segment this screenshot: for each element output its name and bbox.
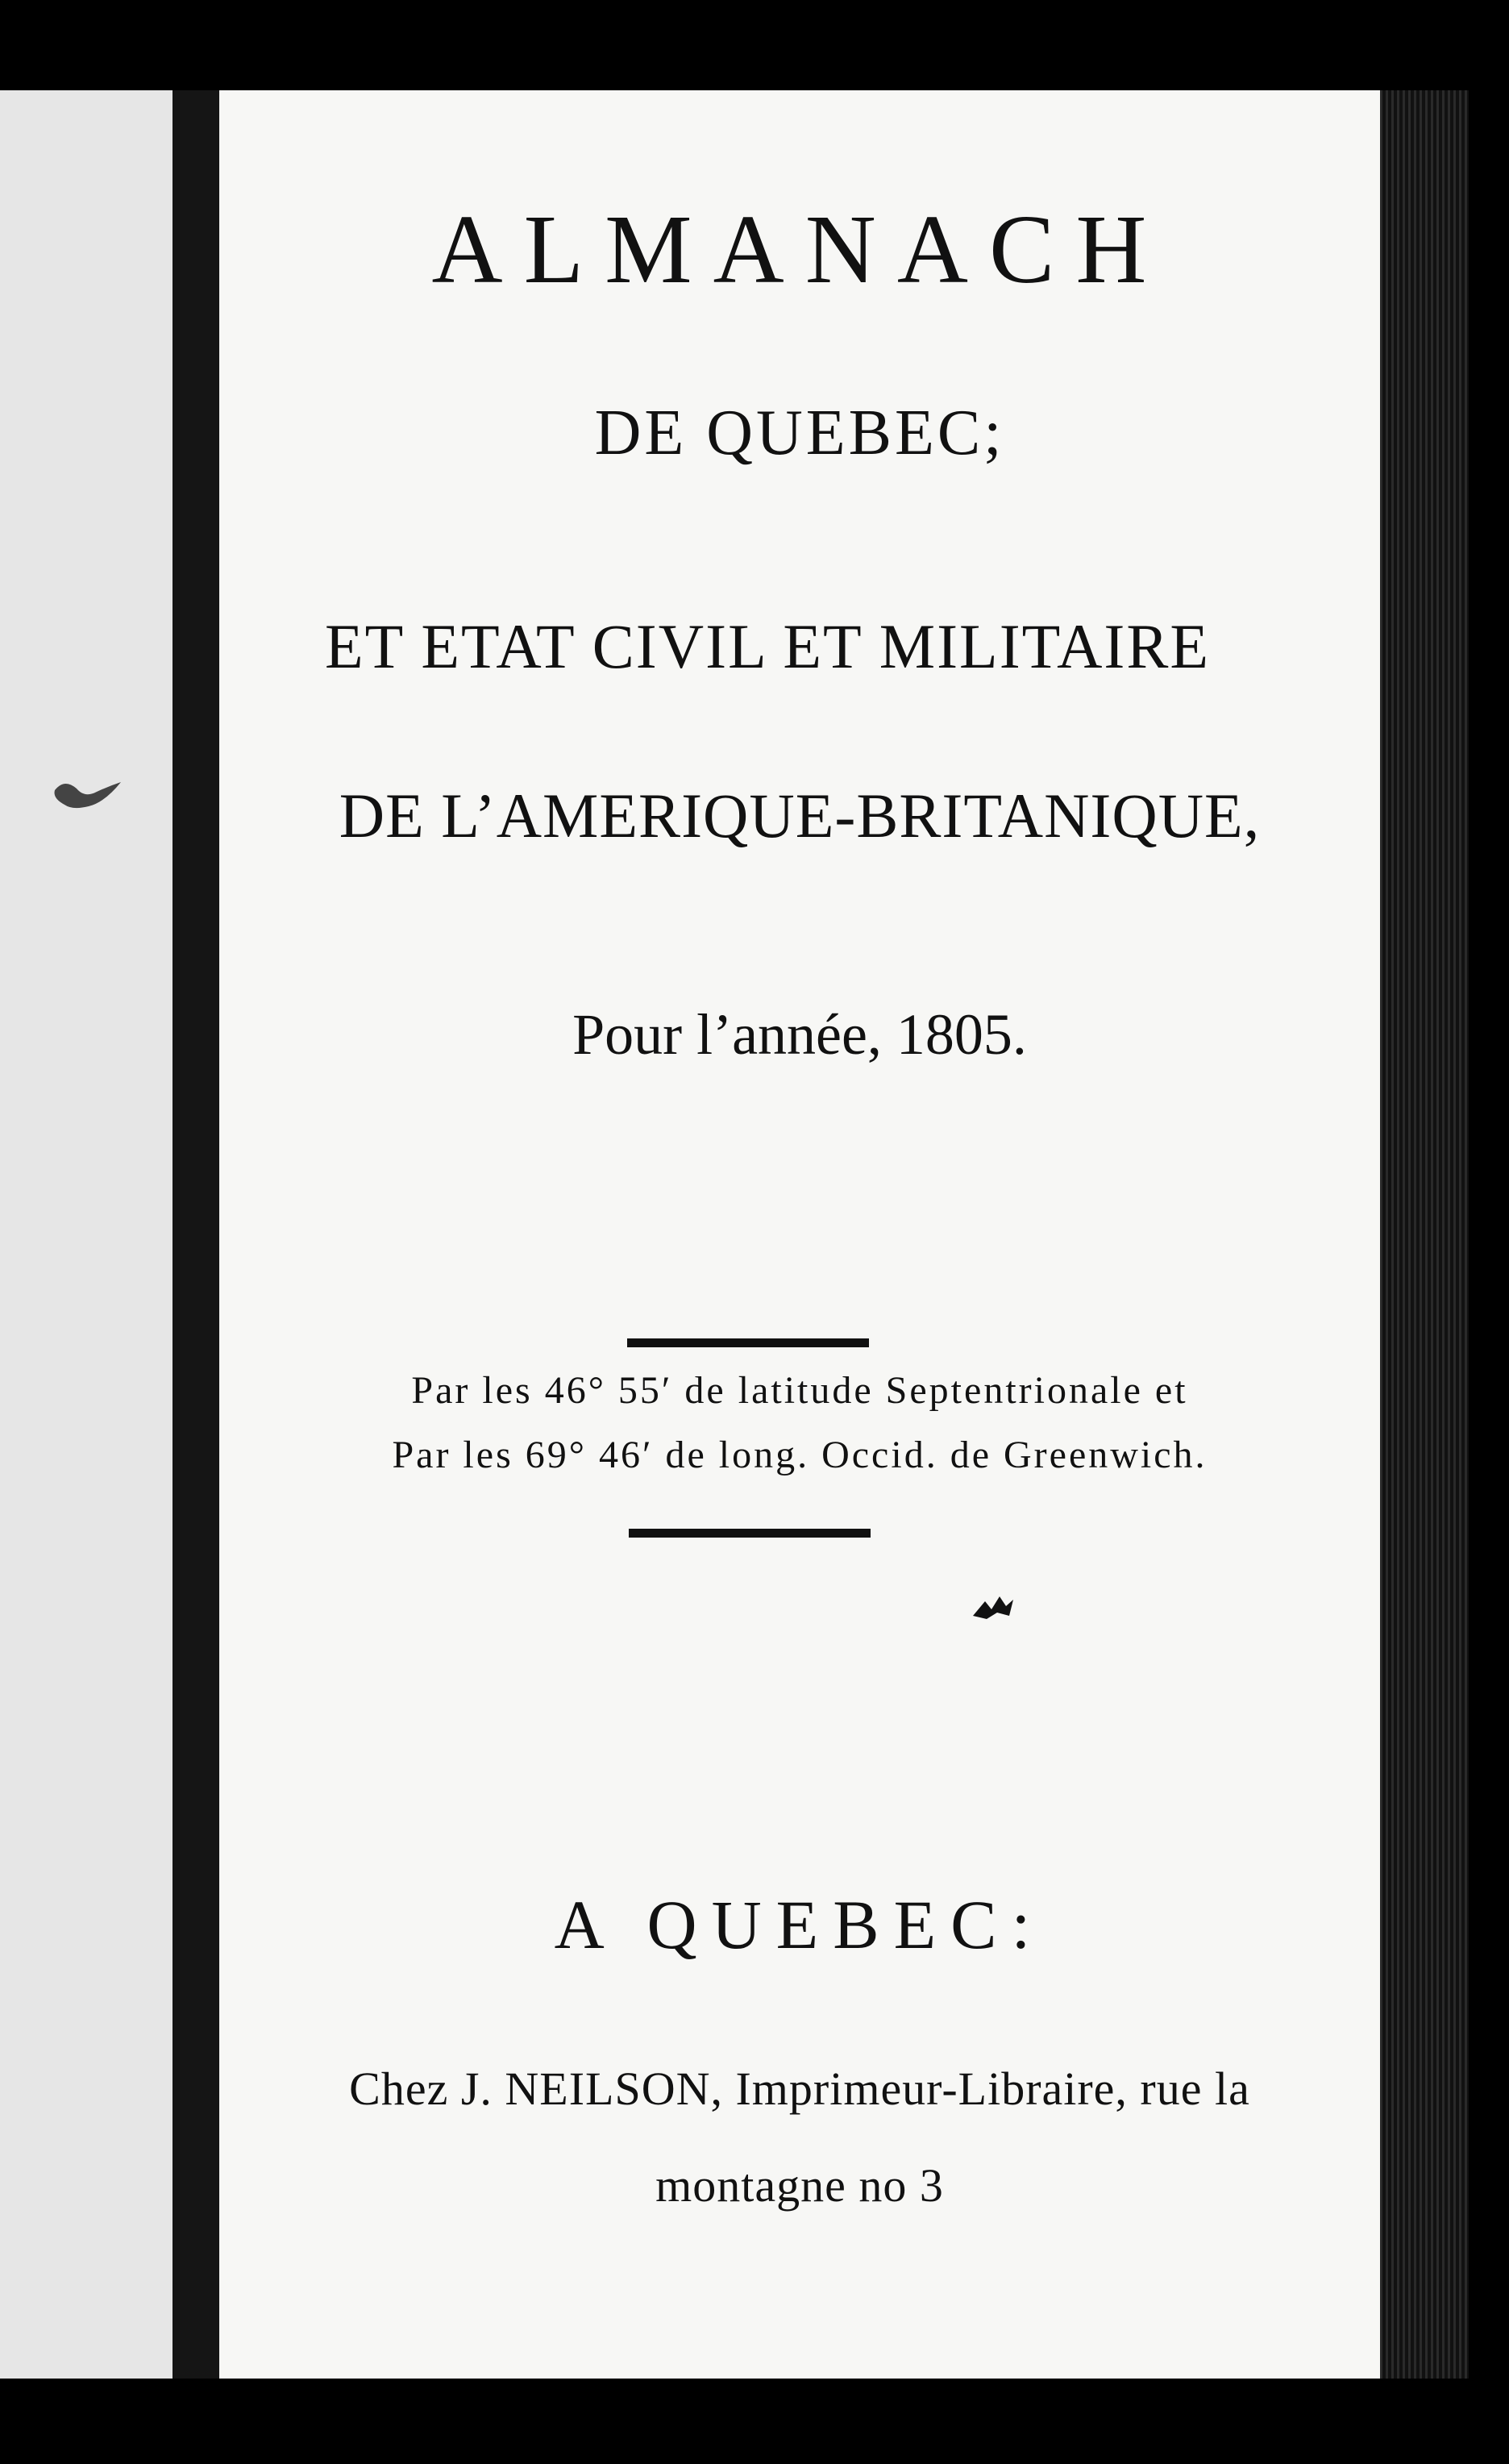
subtitle-line-3: DE L’AMERIQUE-BRITANIQUE, — [339, 780, 1261, 851]
ink-blot-mark-icon — [48, 774, 129, 822]
imprint-printer: Chez J. NEILSON, Imprimeur-Libraire, rue la — [349, 2062, 1250, 2115]
page-edges — [1380, 90, 1469, 2379]
imprint-address: montagne no 3 — [655, 2159, 944, 2212]
title: ALMANACH — [431, 195, 1168, 304]
book-gutter — [173, 90, 219, 2379]
divider-rule-top — [627, 1338, 869, 1347]
printer-ornament-icon — [969, 1592, 1017, 1624]
coordinates-latitude: Par les 46° 55′ de latitude Septentrionale et — [411, 1369, 1188, 1412]
divider-rule-bottom — [629, 1529, 871, 1538]
title-page — [219, 90, 1380, 2379]
imprint-city: A QUEBEC: — [554, 1886, 1045, 1963]
left-page-margin — [0, 90, 173, 2379]
subtitle-line-2: ET ETAT CIVIL ET MILITAIRE — [324, 611, 1211, 681]
coordinates-longitude: Par les 69° 46′ de long. Occid. de Greenwich. — [392, 1434, 1208, 1476]
subtitle-line-1: DE QUEBEC; — [594, 397, 1005, 468]
year-line: Pour l’année, 1805. — [572, 1002, 1027, 1067]
